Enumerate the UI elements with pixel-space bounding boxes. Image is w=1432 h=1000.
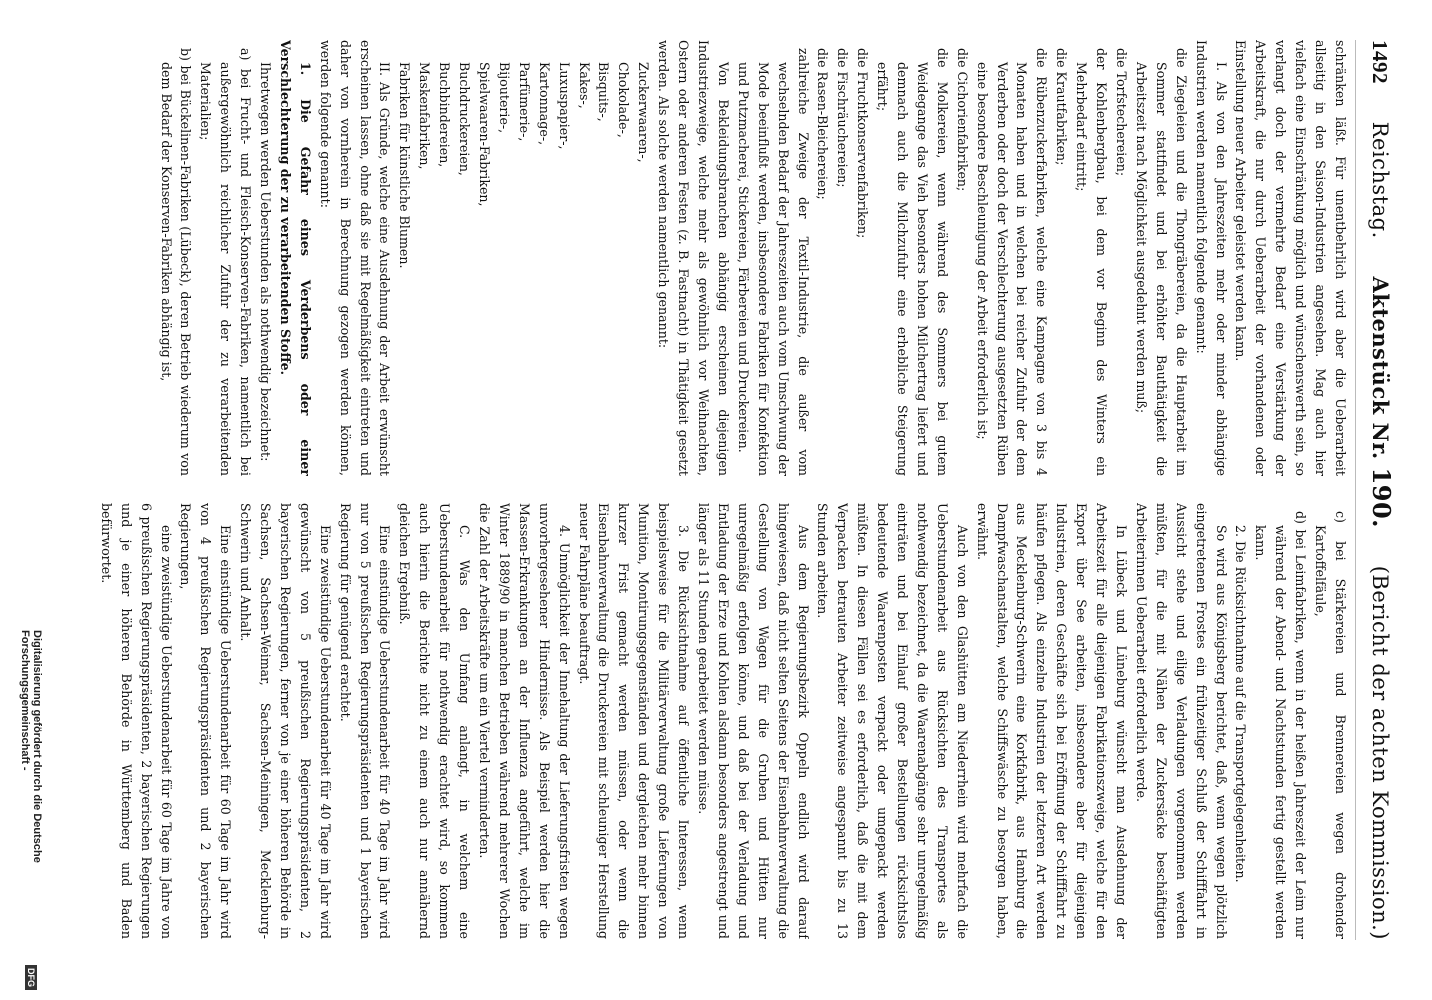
left-column-paragraph: Von Bekleidungsbranchen abhängig erscheinen diejenigen Industriezweige, welche mehr als gewöhnlich vor Weihnachten, Ostern oder anderen Festen (z. B. Fastnacht) in Thätigkeit gesetzt werden. Als solche werden namentlich genannt: <box>656 40 731 476</box>
header-center-label: Aktenstück Nr. <box>1368 276 1393 460</box>
left-column-paragraph: Bijouterie-, <box>496 62 512 134</box>
left-column-paragraph: II. Als Gründe, welche eine Ausdehnung der Arbeit erwünscht erscheinen lassen, ohne daß sie mit Regelmäßigkeit eintreten und daher von vornherein in Berechnung gezogen werden können, werden folgende genannt: <box>317 40 393 476</box>
left-column-paragraph: zahlreiche Zweige der Textil-Industrie, die außer vom wechselnden Bedarf der Jahreszeiten auch vom Umschwung der Mode beeinflußt werden, insbesondere Fabriken für Konfektion und Putzmacherei, Stickereien, Färbereien und Druckereien. <box>735 48 811 476</box>
dfg-logo: DFG <box>25 965 37 990</box>
left-column-paragraph: Zuckerwaaren-, <box>636 62 652 163</box>
left-column-paragraph: die Cichorienfabriken; <box>954 48 970 192</box>
left-column-paragraph: I. Als von den Jahreszeiten mehr oder minder abhängige Industrien werden namentlich folgende genannt: <box>1193 40 1229 476</box>
credit-text: Digitalisierung gefördert durch die Deutsche Forschungsgemeinschaft - <box>19 630 43 863</box>
left-column-paragraph: die Ziegeleien und die Thongräbereien, da die Hauptarbeit im Sommer stattfindet und bei erhöhter Bauthätigkeit die Arbeitszeit nach Möglichkeit ausgedehnt werden muß; <box>1133 48 1189 476</box>
page-number: 1492 <box>1368 40 1392 84</box>
left-column-paragraph: die Torfstechereien; <box>1114 48 1130 177</box>
right-column-paragraph: 2. Die Rücksichtnahme auf die Transportgelegenheiten. <box>1233 525 1249 883</box>
right-column-paragraph: So wird aus Königsberg berichtet, daß, wenn wegen plötzlich eingetretenen Frostes ein frühzeitiger Schluß der Schifffahrt in Aussicht stehe und eilige Verladungen vorgenommen werden müßten, für die mit Nähen der Zuckersäcke beschäftigten Arbeiterinnen Ueberarbeit erforderlich werde. <box>1133 503 1229 939</box>
left-column-paragraph: Chokolade-, <box>616 62 632 138</box>
right-column-paragraph: Eine einstündige Ueberstundenarbeit für 60 Tage im Jahr wird von 4 preußischen Regierungspräsidenten und 2 bayerischen Regierungen, <box>178 503 234 939</box>
header-rule <box>1355 40 1356 940</box>
right-column-paragraph: C. Was den Umfang anlangt, in welchem eine Ueberstundenarbeit für nothwendig erachtet wird, so kommen auch hierin die Berichte nicht zu einem auch nur annähernd gleichen Ergebniß. <box>397 503 473 939</box>
right-column-paragraph: eine zweistündige Ueberstundenarbeit für 60 Tage im Jahre von 6 preußischen Regierungspräsidenten, 2 bayerischen Regierungen und je einer höheren Behörde in Württemberg und Baden befürwortet. <box>98 503 174 939</box>
page-header <box>1362 40 1396 940</box>
left-column <box>60 40 1350 476</box>
right-column <box>60 503 1350 939</box>
left-column-paragraph: die Krautfabriken; <box>1054 48 1070 166</box>
left-column-paragraph: Spielwaaren-Fabriken, <box>477 62 493 207</box>
right-column-paragraph: Aus dem Regierungsbezirk Oppeln endlich wird darauf hingewiesen, daß nicht selten Seitens der Eisenbahnverwaltung die Gestellung von Wagen für die Gruben und Hütten nur unregelmäßig erfolgen könne, und daß bei der Verladung und Entladung der Erze und Kohlen alsdann besonders angestrengt und länger als 11 Stunden gearbeitet werden müsse. <box>696 503 811 939</box>
right-column-paragraph: Eine einstündige Ueberstundenarbeit für 40 Tage im Jahr wird nur von 5 preußischen Regierungspräsidenten und 1 bayerischen Regierung für genügend erachtet. <box>337 503 393 939</box>
left-column-paragraph: die Molkereien, wenn während des Sommers bei gutem Weidegange das Vieh besonders hohen Milchertrag liefert und demnach auch die Milchzufuhr eine erhebliche Steigerung erfährt; <box>875 48 950 476</box>
left-column-paragraph: die Fischräuchereien; <box>835 48 851 188</box>
left-column-paragraph: Bisquits-, <box>596 62 612 122</box>
left-column-paragraph: Kakes-, <box>576 62 592 109</box>
left-column-paragraph: Fabriken für künstliche Blumen. <box>397 62 413 269</box>
left-column-paragraph: die Rübenzuckerfabriken, welche eine Kampagne von 3 bis 4 Monaten haben und in welchen bei reicher Zufuhr der dem Verderben oder doch der Verschlechterung ausgesetzten Rüben eine besondere Beschleunigung der Arbeit erforderlich ist; <box>974 48 1050 476</box>
right-column-paragraph: d) bei Leimfabriken, wenn in der heißen Jahreszeit der Leim nur während der Abend- und Nachtstunden fertig gestellt werden kann. <box>1253 511 1309 939</box>
left-column-paragraph: b) bei Bückelinen-Fabriken (Lübeck), deren Betrieb wiederum von dem Bedarf der Konserven-Fabriken abhängig ist, <box>158 48 194 476</box>
header-center <box>1367 276 1396 528</box>
left-column-paragraph: 1. Die Gefahr eines Verderbens oder einer Verschlechterung der zu verarbeitenden Stoffe. <box>277 40 313 476</box>
left-column-paragraph: Kartonnage-, <box>536 62 552 146</box>
left-column-paragraph: Parfümerie-, <box>516 62 532 142</box>
left-column-paragraph: Maskenfabriken, <box>417 62 433 170</box>
digitization-credit <box>20 630 42 990</box>
left-column-paragraph: Buchdruckereien, <box>457 62 473 176</box>
left-column-paragraph: die Rasen-Bleichereien; <box>815 48 831 200</box>
header-left: Reichstag. <box>1368 121 1392 239</box>
right-column-paragraph: c) bei Stärkereien und Brennereien wegen drohender Kartoffelfäule, <box>1313 511 1348 939</box>
right-column-paragraph: Eine zweistündige Ueberstundenarbeit für 40 Tage im Jahr wird gewünscht von 5 preußischen Regierungspräsidenten, 2 bayerischen Regierungen, ferner von je einer höheren Behörde in Sachsen, Sachsen-Weimar, Sachsen-Meiningen, Mecklenburg-Schwerin und Anhalt. <box>238 503 333 939</box>
left-column-paragraph: schränken läßt. Für unentbehrlich wird aber die Ueberarbeit allseitig in den Saison-Industrien angesehen. Mag auch hier vielfach eine Einschränkung möglich und wünschenswerth sein, so verlangt doch der vermehrte Bedarf eine Verstärkung der Arbeitskraft, die nur durch Ueberarbeit der vorhandenen oder Einstellung neuer Arbeiter geleistet werden kann. <box>1233 40 1348 476</box>
header-right: (Bericht der achten Kommission.) <box>1368 565 1392 940</box>
left-column-paragraph: Luxuspapier-, <box>556 62 572 150</box>
left-column-paragraph: a) bei Frucht- und Fleisch-Konserven-Fabriken, namentlich bei außergewöhnlich reichlicher Zufuhr der zu verarbeitenden Materialien; <box>198 48 254 476</box>
left-column-paragraph: die Fruchtkonservenfabriken; <box>855 48 871 239</box>
header-center-number: 190. <box>1367 467 1396 529</box>
left-column-paragraph: Buchbindereien, <box>437 62 453 168</box>
left-column-paragraph: der Kohlenbergbau, bei dem vor Beginn des Winters ein Mehrbedarf eintritt; <box>1074 48 1110 476</box>
left-column-paragraph: Ihretwegen werden Ueberstunden als nothwendig bezeichnet: <box>258 62 274 462</box>
right-column-paragraph: In Lübeck und Lüneburg wünscht man Ausdehnung der Arbeitszeit für alle diejenigen Fabrikationszweige, welche für den Export über See arbeiten, insbesondere aber für diejenigen Industrien, deren Geschäfte sich bei Eröffnung der Schifffahrt zu häufen pflegen. Als einzelne Industrien der letzteren Art werden aus Mecklenburg-Schwerin eine Korkfabrik, aus Hamburg die Dampfwaschanstalten, welche Schiffswäsche zu besorgen haben, erwähnt. <box>974 503 1130 939</box>
right-column-paragraph: 3. Die Rücksichtnahme auf öffentliche Interessen, wenn beispielsweise für die Militärverwaltung große Lieferungen von Munition, Montirungsgegenständen und dergleichen mehr binnen kurzer Frist gemacht werden müssen, oder wenn die Eisenbahnverwaltung die Druckereien mit schleuniger Herstellung neuer Fahrpläne beauftragt. <box>576 503 692 939</box>
right-column-paragraph: Auch von den Glashütten am Niederrhein wird mehrfach die Ueberstundenarbeit aus Rücksichten des Transportes als nothwendig bezeichnet, da die Waarenabgänge sehr unregelmäßig einträten und bei Einlauf großer Bestellungen rücksichtslos bedeutende Waarenposten verpackt oder umgepackt werden müßten. In diesen Fällen sei es erforderlich, daß die mit dem Verpacken betrauten Arbeiter zeitweise angespannt bis zu 13 Stunden arbeiten. <box>815 503 970 939</box>
right-column-paragraph: 4. Unmöglichkeit der Innehaltung der Lieferungsfristen wegen unvorhergesehener Hindernisse. Als Beispiel werden hier die Massen-Erkrankungen an der Influenza angeführt, welche im Winter 1889/90 in manchen Betrieben während mehrerer Wochen die Zahl der Arbeitskräfte um ein Viertel verminderten. <box>477 503 572 939</box>
